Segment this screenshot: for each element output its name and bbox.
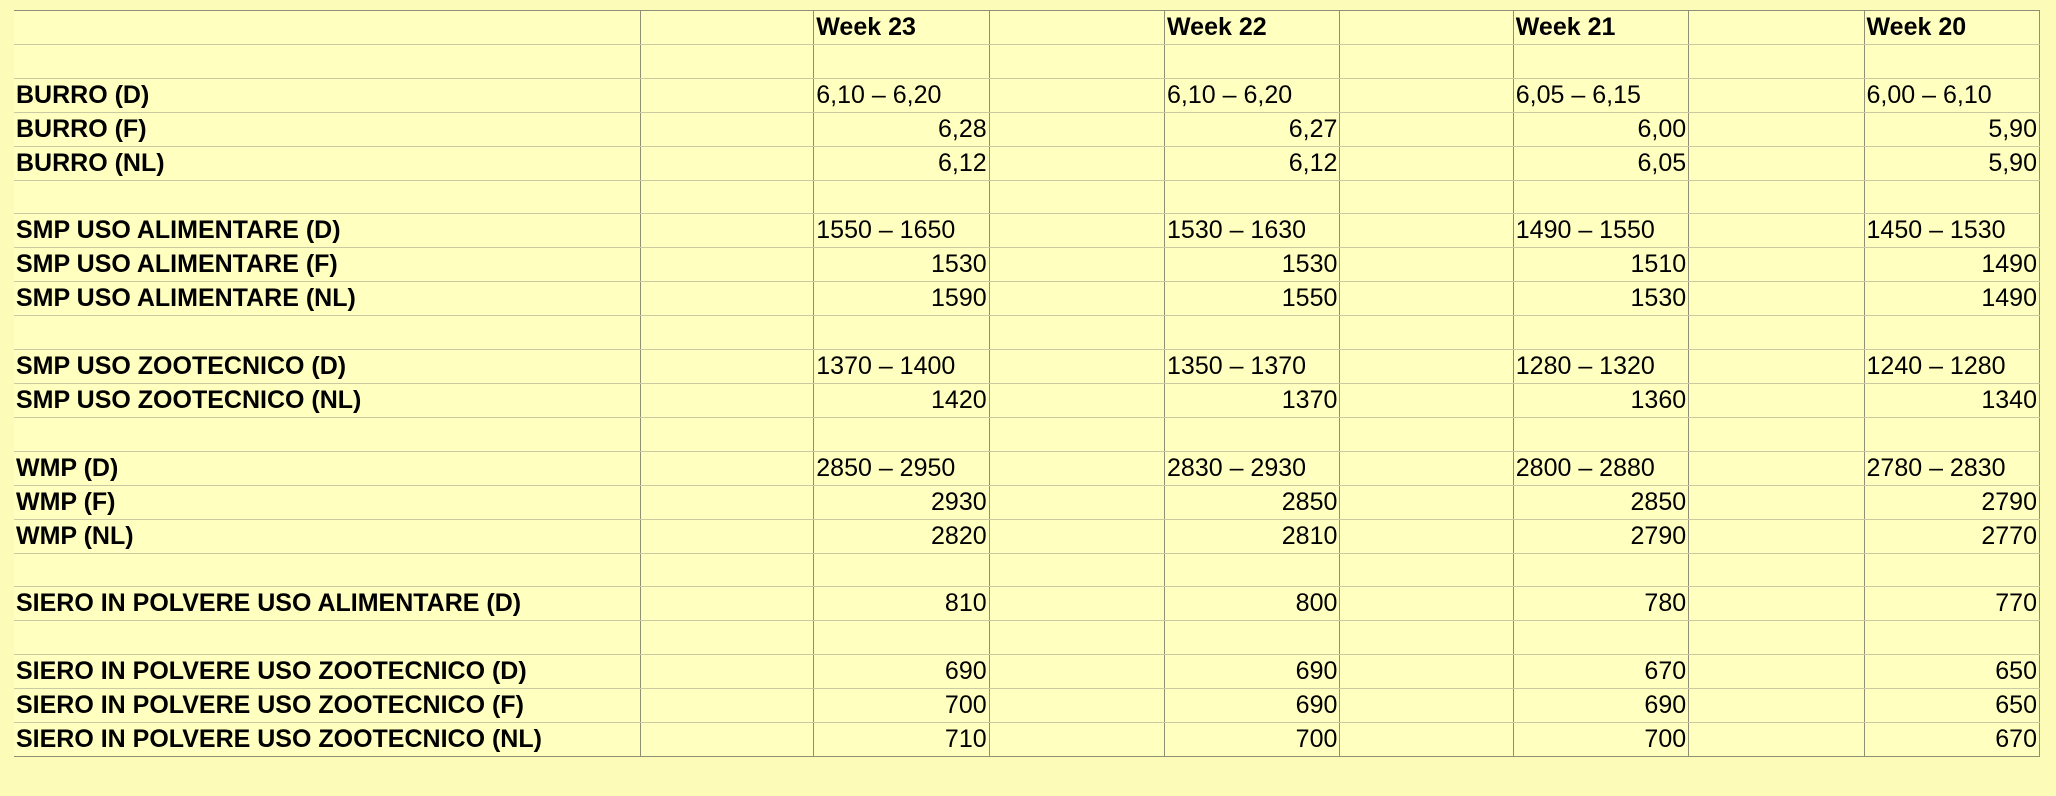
table-row <box>14 112 2040 146</box>
spacer-cell <box>989 451 1164 485</box>
spacer-cell <box>989 112 1164 146</box>
spacer-cell <box>640 485 813 519</box>
price-cell: 700 <box>814 689 989 723</box>
spacer-cell <box>1340 45 1513 79</box>
spacer-cell <box>640 146 813 180</box>
price-cell <box>1165 553 1340 587</box>
table-row <box>14 519 2040 553</box>
product-label: WMP (F) <box>14 485 640 519</box>
week-header: Week 22 <box>1165 11 1340 45</box>
product-label: SMP USO ZOOTECNICO (NL) <box>14 384 640 418</box>
spacer-cell <box>1340 180 1513 214</box>
price-cell: 1280 – 1320 <box>1513 350 1688 384</box>
spacer-cell <box>1689 45 1864 79</box>
price-cell: 810 <box>814 587 989 621</box>
price-cell: 670 <box>1864 723 2039 757</box>
spacer-cell <box>989 350 1164 384</box>
price-cell: 800 <box>1165 587 1340 621</box>
price-table-body <box>14 11 2040 757</box>
spacer-cell <box>640 248 813 282</box>
spacer-cell <box>640 519 813 553</box>
price-cell: 1360 <box>1513 384 1688 418</box>
spacer-cell <box>1689 587 1864 621</box>
spacer-cell <box>989 146 1164 180</box>
product-label: SMP USO ALIMENTARE (D) <box>14 214 640 248</box>
price-cell: 1450 – 1530 <box>1864 214 2039 248</box>
price-cell: 5,90 <box>1864 146 2039 180</box>
spacer-cell <box>1340 587 1513 621</box>
spacer-cell <box>989 11 1164 45</box>
product-label: BURRO (NL) <box>14 146 640 180</box>
product-label: SIERO IN POLVERE USO ALIMENTARE (D) <box>14 587 640 621</box>
corner-cell <box>14 11 640 45</box>
spacer-cell <box>640 723 813 757</box>
spacer-cell <box>640 655 813 689</box>
price-cell <box>1864 621 2039 655</box>
price-cell <box>1513 553 1688 587</box>
spacer-cell <box>1340 418 1513 452</box>
spacer-cell <box>640 553 813 587</box>
price-cell: 2850 – 2950 <box>814 451 989 485</box>
price-cell <box>1513 418 1688 452</box>
spacer-cell <box>1340 485 1513 519</box>
price-cell: 700 <box>1513 723 1688 757</box>
product-label: BURRO (D) <box>14 78 640 112</box>
table-row <box>14 384 2040 418</box>
price-cell: 5,90 <box>1864 112 2039 146</box>
price-cell <box>1165 418 1340 452</box>
spacer-cell <box>1340 350 1513 384</box>
spacer-cell <box>1340 519 1513 553</box>
spacer-cell <box>1340 78 1513 112</box>
price-cell: 1370 – 1400 <box>814 350 989 384</box>
spacer-cell <box>640 214 813 248</box>
price-cell: 670 <box>1513 655 1688 689</box>
price-cell: 1350 – 1370 <box>1165 350 1340 384</box>
spacer-cell <box>1340 214 1513 248</box>
spacer-cell <box>1689 485 1864 519</box>
price-cell: 1490 <box>1864 248 2039 282</box>
price-cell: 2790 <box>1513 519 1688 553</box>
spacer-cell <box>989 180 1164 214</box>
spacer-cell <box>1340 723 1513 757</box>
spacer-cell <box>640 45 813 79</box>
spacer-cell <box>1340 689 1513 723</box>
table-row <box>14 655 2040 689</box>
spacer-cell <box>1340 451 1513 485</box>
spacer-cell <box>1689 621 1864 655</box>
spacer-cell <box>989 553 1164 587</box>
table-row <box>14 214 2040 248</box>
spacer-cell <box>640 384 813 418</box>
price-cell: 770 <box>1864 587 2039 621</box>
price-cell <box>1864 180 2039 214</box>
price-cell: 2830 – 2930 <box>1165 451 1340 485</box>
spacer-cell <box>989 45 1164 79</box>
price-cell: 1530 <box>1165 248 1340 282</box>
spacer-cell <box>1689 384 1864 418</box>
product-label <box>14 621 640 655</box>
week-header: Week 23 <box>814 11 989 45</box>
spacer-cell <box>1689 282 1864 316</box>
spacer-cell <box>1689 723 1864 757</box>
spacer-cell <box>1689 78 1864 112</box>
price-cell: 2850 <box>1165 485 1340 519</box>
spacer-cell <box>989 485 1164 519</box>
spacer-cell <box>1689 11 1864 45</box>
price-cell <box>1513 45 1688 79</box>
product-label <box>14 180 640 214</box>
spacer-cell <box>989 418 1164 452</box>
product-label <box>14 316 640 350</box>
price-cell: 6,00 – 6,10 <box>1864 78 2039 112</box>
price-cell: 690 <box>1513 689 1688 723</box>
spacer-cell <box>1689 655 1864 689</box>
spacer-cell <box>1340 112 1513 146</box>
spacer-cell <box>640 78 813 112</box>
spacer-cell <box>640 621 813 655</box>
price-cell <box>814 553 989 587</box>
price-cell: 1550 <box>1165 282 1340 316</box>
price-cell: 2770 <box>1864 519 2039 553</box>
spacer-cell <box>989 689 1164 723</box>
spacer-cell <box>640 418 813 452</box>
product-label: WMP (NL) <box>14 519 640 553</box>
table-row <box>14 689 2040 723</box>
price-cell: 6,10 – 6,20 <box>814 78 989 112</box>
price-cell: 2800 – 2880 <box>1513 451 1688 485</box>
spacer-cell <box>640 689 813 723</box>
product-label: BURRO (F) <box>14 112 640 146</box>
product-label <box>14 418 640 452</box>
price-cell: 650 <box>1864 655 2039 689</box>
price-cell: 2850 <box>1513 485 1688 519</box>
product-label: SMP USO ALIMENTARE (NL) <box>14 282 640 316</box>
spacer-cell <box>1340 553 1513 587</box>
spacer-cell <box>1689 180 1864 214</box>
price-cell: 690 <box>814 655 989 689</box>
spacer-cell <box>640 180 813 214</box>
table-row <box>14 78 2040 112</box>
spacer-cell <box>640 282 813 316</box>
price-cell: 6,05 – 6,15 <box>1513 78 1688 112</box>
spacer-cell <box>640 112 813 146</box>
spacer-row <box>14 316 2040 350</box>
price-cell: 6,28 <box>814 112 989 146</box>
spacer-cell <box>1689 519 1864 553</box>
table-row <box>14 248 2040 282</box>
spacer-cell <box>989 621 1164 655</box>
price-cell <box>1513 180 1688 214</box>
price-cell <box>814 180 989 214</box>
spacer-cell <box>989 587 1164 621</box>
spacer-cell <box>1689 689 1864 723</box>
spacer-cell <box>1340 282 1513 316</box>
price-cell: 650 <box>1864 689 2039 723</box>
spacer-row <box>14 621 2040 655</box>
price-cell: 710 <box>814 723 989 757</box>
price-cell: 6,12 <box>1165 146 1340 180</box>
price-cell: 6,12 <box>814 146 989 180</box>
spacer-cell <box>1689 418 1864 452</box>
spacer-cell <box>1689 316 1864 350</box>
price-cell: 1530 – 1630 <box>1165 214 1340 248</box>
spacer-cell <box>989 723 1164 757</box>
product-label: SMP USO ZOOTECNICO (D) <box>14 350 640 384</box>
price-cell: 2810 <box>1165 519 1340 553</box>
spacer-cell <box>640 316 813 350</box>
table-row <box>14 282 2040 316</box>
header-row <box>14 11 2040 45</box>
price-cell <box>1513 621 1688 655</box>
price-cell: 690 <box>1165 655 1340 689</box>
price-cell: 1340 <box>1864 384 2039 418</box>
spacer-cell <box>1689 248 1864 282</box>
spacer-cell <box>1340 621 1513 655</box>
spacer-cell <box>989 655 1164 689</box>
price-cell <box>1165 621 1340 655</box>
spacer-cell <box>989 316 1164 350</box>
table-row <box>14 350 2040 384</box>
price-cell <box>1165 180 1340 214</box>
price-cell: 2820 <box>814 519 989 553</box>
spacer-cell <box>1689 451 1864 485</box>
price-cell: 1240 – 1280 <box>1864 350 2039 384</box>
spacer-cell <box>640 11 813 45</box>
price-cell: 1530 <box>1513 282 1688 316</box>
table-row <box>14 723 2040 757</box>
spacer-cell <box>989 214 1164 248</box>
spacer-cell <box>1340 146 1513 180</box>
spacer-cell <box>640 451 813 485</box>
spacer-cell <box>989 519 1164 553</box>
price-cell: 1490 <box>1864 282 2039 316</box>
price-cell: 780 <box>1513 587 1688 621</box>
price-cell: 2780 – 2830 <box>1864 451 2039 485</box>
spacer-row <box>14 180 2040 214</box>
price-cell <box>814 316 989 350</box>
spacer-cell <box>640 350 813 384</box>
price-cell: 690 <box>1165 689 1340 723</box>
price-cell <box>1864 418 2039 452</box>
spacer-row <box>14 553 2040 587</box>
price-cell: 6,00 <box>1513 112 1688 146</box>
price-cell: 1510 <box>1513 248 1688 282</box>
price-cell: 1550 – 1650 <box>814 214 989 248</box>
price-cell <box>1165 316 1340 350</box>
price-cell: 1590 <box>814 282 989 316</box>
table-row <box>14 451 2040 485</box>
price-cell <box>1864 553 2039 587</box>
spacer-cell <box>1340 316 1513 350</box>
price-cell <box>1864 45 2039 79</box>
table-row <box>14 587 2040 621</box>
spacer-cell <box>1340 11 1513 45</box>
price-cell: 2790 <box>1864 485 2039 519</box>
spacer-cell <box>1689 146 1864 180</box>
price-cell: 1530 <box>814 248 989 282</box>
product-label: SIERO IN POLVERE USO ZOOTECNICO (D) <box>14 655 640 689</box>
price-cell: 1370 <box>1165 384 1340 418</box>
table-row <box>14 146 2040 180</box>
price-cell: 6,05 <box>1513 146 1688 180</box>
table-row <box>14 485 2040 519</box>
price-cell <box>1864 316 2039 350</box>
price-cell <box>1165 45 1340 79</box>
spacer-cell <box>1689 112 1864 146</box>
price-cell: 1420 <box>814 384 989 418</box>
week-header: Week 21 <box>1513 11 1688 45</box>
spacer-cell <box>989 282 1164 316</box>
product-label: SIERO IN POLVERE USO ZOOTECNICO (F) <box>14 689 640 723</box>
spacer-cell <box>1340 248 1513 282</box>
spacer-row <box>14 45 2040 79</box>
product-label: SMP USO ALIMENTARE (F) <box>14 248 640 282</box>
week-header: Week 20 <box>1864 11 2039 45</box>
product-label <box>14 553 640 587</box>
price-cell: 6,10 – 6,20 <box>1165 78 1340 112</box>
price-cell: 700 <box>1165 723 1340 757</box>
spacer-cell <box>1689 350 1864 384</box>
price-cell: 1490 – 1550 <box>1513 214 1688 248</box>
spacer-cell <box>989 248 1164 282</box>
product-label: WMP (D) <box>14 451 640 485</box>
price-cell <box>814 45 989 79</box>
spacer-cell <box>640 587 813 621</box>
spacer-cell <box>989 78 1164 112</box>
price-table <box>14 10 2040 757</box>
spacer-cell <box>1340 655 1513 689</box>
spacer-cell <box>1689 553 1864 587</box>
price-cell: 2930 <box>814 485 989 519</box>
product-label: SIERO IN POLVERE USO ZOOTECNICO (NL) <box>14 723 640 757</box>
spacer-row <box>14 418 2040 452</box>
price-cell: 6,27 <box>1165 112 1340 146</box>
price-cell <box>814 621 989 655</box>
price-cell <box>814 418 989 452</box>
spacer-cell <box>1340 384 1513 418</box>
spacer-cell <box>1689 214 1864 248</box>
price-cell <box>1513 316 1688 350</box>
product-label <box>14 45 640 79</box>
spacer-cell <box>989 384 1164 418</box>
